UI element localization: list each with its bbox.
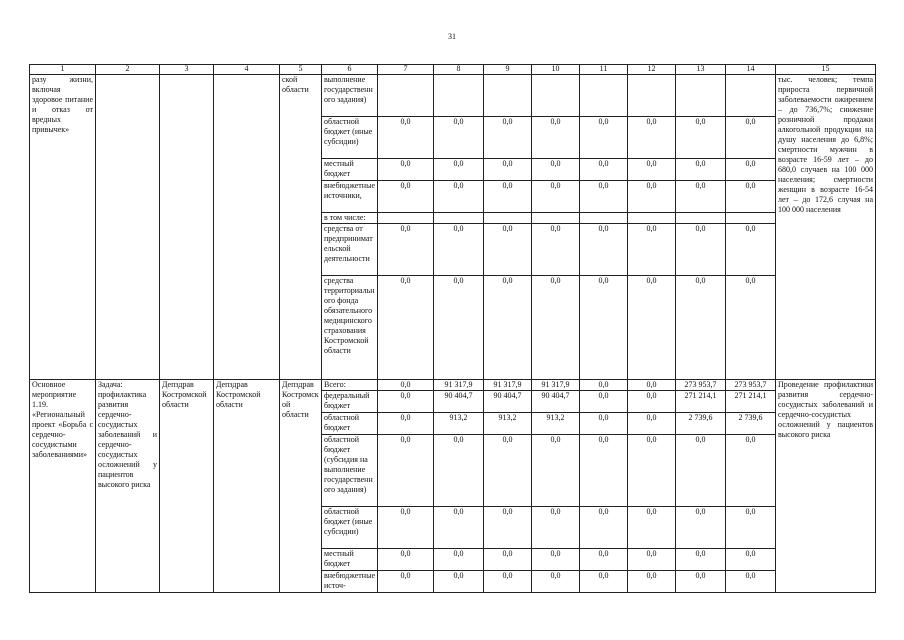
value-cell xyxy=(628,213,676,224)
measure-name: разу жизни, включая здоровое питание и отказ от вредных привычек» xyxy=(30,75,96,380)
value-cell: 0,0 xyxy=(434,159,484,181)
value-cell: 273 953,7 xyxy=(726,380,776,391)
value-cell xyxy=(580,75,628,117)
value-cell: 913,2 xyxy=(532,413,580,435)
value-cell: 0,0 xyxy=(378,380,434,391)
funding-source-label: областной бюджет (субсидия на выполнение государственного задания) xyxy=(322,435,378,507)
value-cell xyxy=(726,75,776,117)
value-cell: 0,0 xyxy=(726,571,776,593)
column-header-7: 7 xyxy=(378,65,434,75)
funding-source-label: местный бюджет xyxy=(322,159,378,181)
value-cell: 90 404,7 xyxy=(484,391,532,413)
value-cell: 2 739,6 xyxy=(676,413,726,435)
value-cell: 0,0 xyxy=(676,571,726,593)
value-cell: 271 214,1 xyxy=(726,391,776,413)
funding-source-label: областной бюджет (иные субсидии) xyxy=(322,507,378,549)
value-cell: 0,0 xyxy=(434,181,484,213)
value-cell: 0,0 xyxy=(532,117,580,159)
value-cell: 0,0 xyxy=(434,571,484,593)
column-header-15: 15 xyxy=(776,65,876,75)
value-cell xyxy=(676,213,726,224)
column-header-11: 11 xyxy=(580,65,628,75)
value-cell: 0,0 xyxy=(484,549,532,571)
responsible-cell: Депздрав Костромской области xyxy=(214,380,280,593)
value-cell: 0,0 xyxy=(378,276,434,380)
value-cell: 0,0 xyxy=(628,571,676,593)
funding-source-label: средства территориального фонда обязательного медицинского страхования Костромской области xyxy=(322,276,378,380)
value-cell: 0,0 xyxy=(628,159,676,181)
value-cell: 91 317,9 xyxy=(434,380,484,391)
value-cell: 0,0 xyxy=(532,435,580,507)
value-cell: 0,0 xyxy=(628,276,676,380)
value-cell: 0,0 xyxy=(378,224,434,276)
column-header-13: 13 xyxy=(676,65,726,75)
value-cell: 0,0 xyxy=(484,435,532,507)
value-cell: 273 953,7 xyxy=(676,380,726,391)
value-cell xyxy=(726,213,776,224)
value-cell: 91 317,9 xyxy=(532,380,580,391)
task-cell xyxy=(96,75,160,380)
coordinator-cell xyxy=(160,75,214,380)
value-cell: 0,0 xyxy=(628,391,676,413)
value-cell: 0,0 xyxy=(378,391,434,413)
value-cell: 0,0 xyxy=(726,435,776,507)
value-cell: 0,0 xyxy=(628,435,676,507)
value-cell: 0,0 xyxy=(378,181,434,213)
value-cell: 913,2 xyxy=(484,413,532,435)
value-cell: 2 739,6 xyxy=(726,413,776,435)
value-cell: 0,0 xyxy=(726,276,776,380)
value-cell: 0,0 xyxy=(532,507,580,549)
value-cell xyxy=(532,75,580,117)
value-cell xyxy=(676,75,726,117)
task-cell: Задача: профилактика развития сердечно-сосудистых заболеваний и сердечно-сосудистых осложнений у пациентов высокого риска xyxy=(96,380,160,593)
value-cell: 0,0 xyxy=(580,117,628,159)
funding-source-label: федеральный бюджет xyxy=(322,391,378,413)
value-cell: 0,0 xyxy=(378,549,434,571)
value-cell: 0,0 xyxy=(628,117,676,159)
value-cell: 0,0 xyxy=(676,507,726,549)
value-cell: 0,0 xyxy=(628,224,676,276)
value-cell: 0,0 xyxy=(580,159,628,181)
value-cell: 0,0 xyxy=(580,380,628,391)
value-cell: 0,0 xyxy=(628,181,676,213)
funding-source-label: местный бюджет xyxy=(322,549,378,571)
funding-source-label: средства от предпринимательской деятельности xyxy=(322,224,378,276)
executor-cell: Депздрав Костромской области xyxy=(280,380,322,593)
value-cell: 0,0 xyxy=(726,117,776,159)
value-cell: 0,0 xyxy=(676,435,726,507)
value-cell: 0,0 xyxy=(676,117,726,159)
value-cell: 0,0 xyxy=(484,117,532,159)
page-number: 31 xyxy=(448,32,456,41)
value-cell: 0,0 xyxy=(726,224,776,276)
value-cell: 913,2 xyxy=(434,413,484,435)
value-cell: 90 404,7 xyxy=(532,391,580,413)
value-cell: 0,0 xyxy=(726,181,776,213)
value-cell xyxy=(434,213,484,224)
value-cell: 0,0 xyxy=(628,413,676,435)
funding-source-label: выполнение государственного задания) xyxy=(322,75,378,117)
value-cell xyxy=(628,75,676,117)
value-cell xyxy=(378,75,434,117)
column-header-4: 4 xyxy=(214,65,280,75)
value-cell: 0,0 xyxy=(676,159,726,181)
value-cell: 0,0 xyxy=(378,117,434,159)
value-cell: 0,0 xyxy=(378,571,434,593)
header-row xyxy=(30,65,876,75)
funding-source-label: областной бюджет xyxy=(322,413,378,435)
value-cell: 0,0 xyxy=(484,276,532,380)
column-header-10: 10 xyxy=(532,65,580,75)
column-header-12: 12 xyxy=(628,65,676,75)
value-cell: 0,0 xyxy=(628,507,676,549)
column-header-14: 14 xyxy=(726,65,776,75)
value-cell xyxy=(378,213,434,224)
value-cell: 271 214,1 xyxy=(676,391,726,413)
value-cell: 0,0 xyxy=(580,391,628,413)
value-cell: 0,0 xyxy=(532,159,580,181)
value-cell: 0,0 xyxy=(580,181,628,213)
value-cell: 0,0 xyxy=(484,571,532,593)
value-cell: 0,0 xyxy=(676,549,726,571)
value-cell: 0,0 xyxy=(726,507,776,549)
responsible-cell xyxy=(214,75,280,380)
funding-source-label: внебюджетные источ- xyxy=(322,571,378,593)
value-cell: 90 404,7 xyxy=(434,391,484,413)
value-cell: 0,0 xyxy=(580,507,628,549)
value-cell xyxy=(532,213,580,224)
value-cell: 0,0 xyxy=(378,159,434,181)
column-header-1: 1 xyxy=(30,65,96,75)
value-cell: 0,0 xyxy=(532,276,580,380)
value-cell: 0,0 xyxy=(580,413,628,435)
value-cell xyxy=(580,213,628,224)
value-cell: 0,0 xyxy=(434,549,484,571)
measure-name: Основное мероприятие 1.19. «Региональный проект «Борьба с сердечно-сосудистыми заболеваниями» xyxy=(30,380,96,593)
value-cell: 0,0 xyxy=(580,276,628,380)
value-cell: 0,0 xyxy=(484,181,532,213)
table-row xyxy=(30,75,876,117)
column-header-5: 5 xyxy=(280,65,322,75)
value-cell: 0,0 xyxy=(726,549,776,571)
value-cell xyxy=(434,75,484,117)
column-header-9: 9 xyxy=(484,65,532,75)
expected-result: тыс. человек; темпа прироста первичной заболеваемости ожирением – до 736,7%; снижение розничной продажи алкогольной продукции на душу населения до 6,8%; смертности мужчин в возрасте 16-59 лет – до 680,0 случаев на 100 000 населения; смертности женщин в возрасте 16-54 лет – до 172,6 случая на 100 000 населения xyxy=(776,75,876,380)
value-cell: 0,0 xyxy=(434,276,484,380)
value-cell: 0,0 xyxy=(580,549,628,571)
value-cell: 0,0 xyxy=(434,507,484,549)
executor-cell: ской области xyxy=(280,75,322,380)
funding-source-label: в том числе: xyxy=(322,213,378,224)
column-header-2: 2 xyxy=(96,65,160,75)
value-cell: 0,0 xyxy=(484,507,532,549)
value-cell: 0,0 xyxy=(378,413,434,435)
value-cell: 0,0 xyxy=(580,435,628,507)
table-row xyxy=(30,380,876,391)
value-cell: 0,0 xyxy=(378,435,434,507)
value-cell: 0,0 xyxy=(532,224,580,276)
value-cell: 0,0 xyxy=(532,549,580,571)
value-cell: 0,0 xyxy=(676,181,726,213)
value-cell: 91 317,9 xyxy=(484,380,532,391)
expected-result: Проведение профилактики развития сердечно-сосудистых заболеваний и сердечно-сосудистых осложнений у пациентов высокого риска xyxy=(776,380,876,593)
funding-source-label: Всего: xyxy=(322,380,378,391)
value-cell: 0,0 xyxy=(434,224,484,276)
value-cell: 0,0 xyxy=(378,507,434,549)
budget-table xyxy=(29,64,876,593)
funding-source-label: областной бюджет (иные субсидии) xyxy=(322,117,378,159)
value-cell: 0,0 xyxy=(676,224,726,276)
value-cell: 0,0 xyxy=(580,571,628,593)
value-cell xyxy=(484,75,532,117)
value-cell: 0,0 xyxy=(434,435,484,507)
coordinator-cell: Депздрав Костромской области xyxy=(160,380,214,593)
value-cell: 0,0 xyxy=(434,117,484,159)
value-cell: 0,0 xyxy=(484,224,532,276)
column-header-6: 6 xyxy=(322,65,378,75)
value-cell: 0,0 xyxy=(580,224,628,276)
value-cell: 0,0 xyxy=(628,549,676,571)
funding-source-label: внебюджетные источники, xyxy=(322,181,378,213)
value-cell xyxy=(484,213,532,224)
column-header-8: 8 xyxy=(434,65,484,75)
value-cell: 0,0 xyxy=(532,181,580,213)
value-cell: 0,0 xyxy=(628,380,676,391)
column-header-3: 3 xyxy=(160,65,214,75)
value-cell: 0,0 xyxy=(726,159,776,181)
value-cell: 0,0 xyxy=(484,159,532,181)
value-cell: 0,0 xyxy=(532,571,580,593)
value-cell: 0,0 xyxy=(676,276,726,380)
